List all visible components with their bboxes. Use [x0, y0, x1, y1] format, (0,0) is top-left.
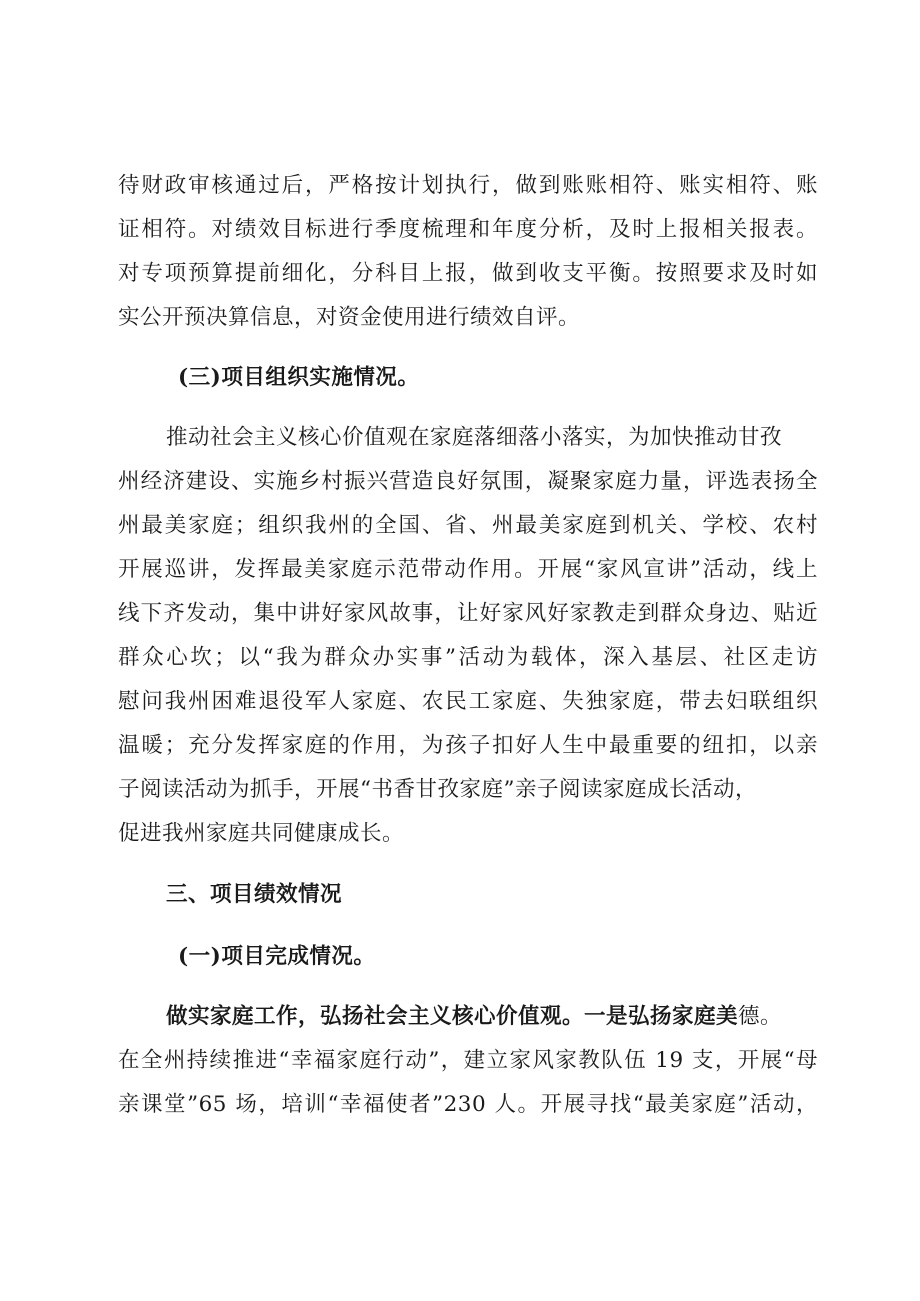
text-line: 证相符。对绩效目标进行季度梳理和年度分析，及时上报相关报表。 — [118, 217, 818, 242]
text-line: 亲课堂”65 场，培训“幸福使者”230 人。开展寻找“最美家庭”活动， — [118, 1092, 818, 1117]
text-line: 实公开预决算信息，对资金使用进行绩效自评。 — [118, 305, 581, 330]
text-line: 温暖；充分发挥家庭的作用，为孩子扣好人生中最重要的纽扣，以亲 — [118, 733, 818, 758]
text-line: 州最美家庭；组织我州的全国、省、州最美家庭到机关、学校、农村 — [118, 513, 818, 538]
text-line: 促进我州家庭共同健康成长。 — [118, 821, 405, 846]
text-line: 线下齐发动，集中讲好家风故事，让好家风好家教走到群众身边、贴近 — [118, 601, 818, 626]
text-line: 州经济建设、实施乡村振兴营造良好氛围，凝聚家庭力量，评选表扬全 — [118, 469, 818, 494]
text-line: 在全州持续推进“幸福家庭行动”，建立家风家教队伍 19 支，开展“母 — [118, 1048, 818, 1073]
subheading-project-completion: (一)项目完成情况。 — [178, 944, 376, 969]
text-line: 待财政审核通过后，严格按计划执行，做到账账相符、账实相符、账 — [118, 173, 818, 198]
text-line: 开展巡讲，发挥最美家庭示范带动作用。开展“家风宣讲”活动，线上 — [118, 557, 818, 582]
text-line: 慰问我州困难退役军人家庭、农民工家庭、失独家庭，带去妇联组织 — [118, 689, 818, 714]
section-heading-performance: 三、项目绩效情况 — [166, 882, 343, 907]
text-line: 群众心坎；以“我为群众办实事”活动为载体，深入基层、社区走访 — [118, 645, 818, 670]
text-line: 推动社会主义核心价值观在家庭落细落小落实，为加快推动甘孜 — [166, 425, 783, 450]
text-line — [166, 1002, 818, 1032]
lead-sentence: 做实家庭工作，弘扬社会主义核心价值观。一是弘扬家庭美 — [166, 1004, 739, 1029]
text-line: 子阅读活动为抓手，开展“书香甘孜家庭”亲子阅读家庭成长活动， — [118, 777, 757, 802]
text-line: 对专项预算提前细化，分科目上报，做到收支平衡。按照要求及时如 — [118, 261, 818, 286]
lead-tail: 德。 — [738, 1004, 783, 1029]
subheading-project-implementation: (三)项目组织实施情况。 — [178, 365, 420, 390]
